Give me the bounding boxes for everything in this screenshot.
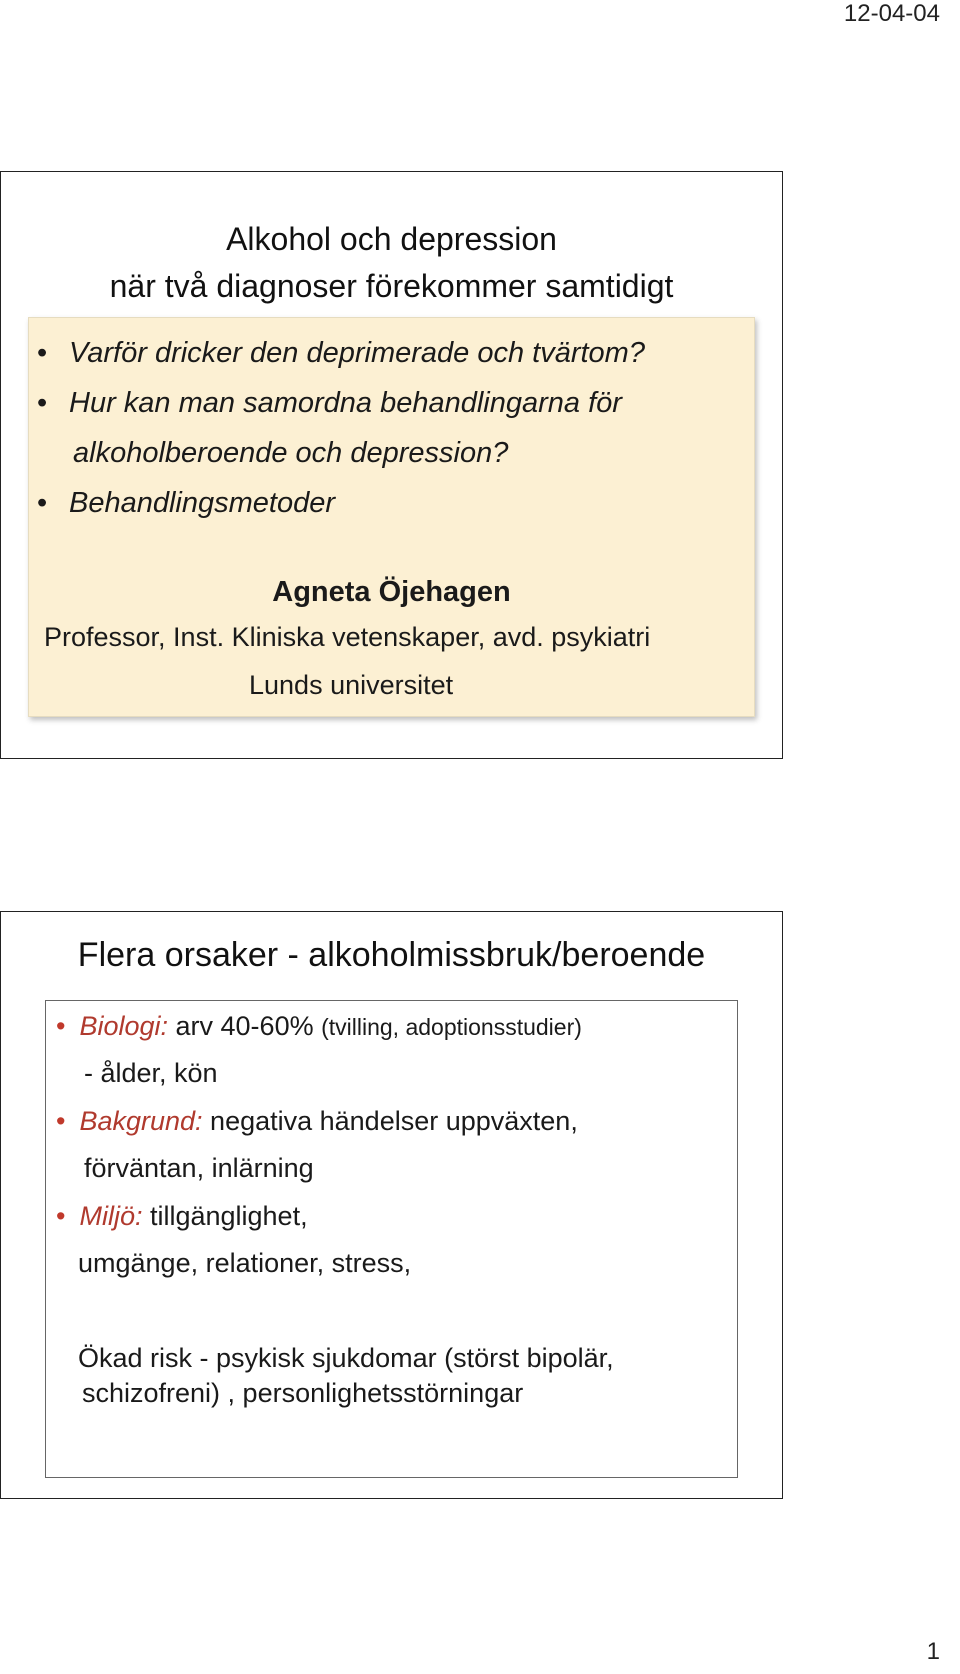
bullet-item xyxy=(37,478,645,528)
page-number: 1 xyxy=(926,1638,940,1665)
bullet-item xyxy=(37,378,645,478)
risk-line-2: schizofreni) , personlighetsstörningar xyxy=(82,1378,524,1408)
bullet-dot-icon: • xyxy=(56,1106,66,1136)
slide-1 xyxy=(0,171,783,759)
bakgrund-sub-line: förväntan, inlärning xyxy=(84,1153,314,1183)
slide-1-bullet-list xyxy=(37,328,645,528)
bullet-text: Hur kan man samordna behandlingarna för xyxy=(69,387,622,419)
miljo-text: tillgänglighet, xyxy=(142,1201,308,1231)
biologi-text: arv 40-60% xyxy=(168,1011,322,1041)
bullet-dot-icon: • xyxy=(37,487,48,519)
bakgrund-text: negativa händelser uppväxten, xyxy=(202,1106,578,1136)
bullet-dot-icon: • xyxy=(56,1201,66,1231)
bullet-item xyxy=(37,328,645,378)
slide-1-title xyxy=(1,216,782,310)
miljo-sub-line: umgänge, relationer, stress, xyxy=(78,1248,412,1278)
risk-line-1: Ökad risk - psykisk sjukdomar (störst bipolär, xyxy=(78,1343,614,1373)
biologi-small-text: (tvilling, adoptionsstudier) xyxy=(321,1014,582,1040)
author-name: Agneta Öjehagen xyxy=(272,576,511,608)
author-affiliation: Professor, Inst. Kliniska vetenskaper, avd. psykiatri xyxy=(44,622,651,652)
biologi-line xyxy=(56,1009,582,1044)
miljo-label: Miljö: xyxy=(79,1201,143,1231)
bullet-dot-icon: • xyxy=(56,1011,66,1041)
miljo-line xyxy=(56,1199,308,1233)
bullet-text: Varför dricker den deprimerade och tvärtom? xyxy=(69,337,645,369)
author-university: Lunds universitet xyxy=(249,670,454,700)
slide-1-content-box xyxy=(28,317,755,717)
slide-2 xyxy=(0,911,783,1499)
bullet-text: Behandlingsmetoder xyxy=(69,487,336,519)
bakgrund-line xyxy=(56,1104,578,1138)
slide-2-content-box xyxy=(45,1000,738,1478)
page-date: 12-04-04 xyxy=(843,0,940,27)
biologi-sub-line: - ålder, kön xyxy=(84,1058,218,1088)
bullet-dot-icon: • xyxy=(37,387,48,419)
slide-1-title-line-2: när två diagnoser förekommer samtidigt xyxy=(109,268,674,304)
slide-2-title: Flera orsaker - alkoholmissbruk/beroende xyxy=(77,936,706,974)
bakgrund-label: Bakgrund: xyxy=(79,1106,203,1136)
bullet-continuation: alkoholberoende och depression? xyxy=(73,437,509,469)
biologi-label: Biologi: xyxy=(79,1011,169,1041)
bullet-dot-icon: • xyxy=(37,337,48,369)
slide-1-title-line-1: Alkohol och depression xyxy=(226,221,557,257)
